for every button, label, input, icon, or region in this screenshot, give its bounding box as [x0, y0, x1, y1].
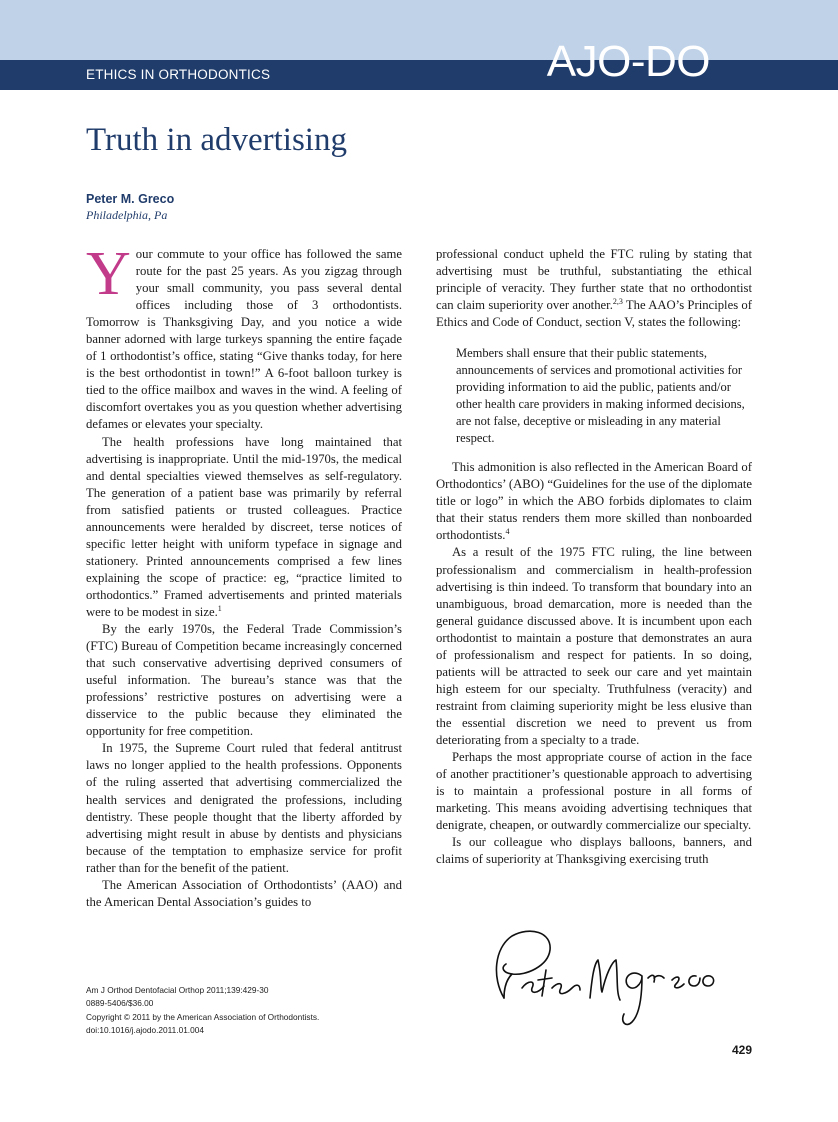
journal-logo: AJO-DO: [546, 37, 710, 86]
reference-marker: 4: [505, 527, 510, 537]
section-label: ETHICS IN ORTHODONTICS: [86, 67, 271, 82]
signature: [482, 918, 718, 1036]
paragraph: As a result of the 1975 FTC ruling, the line between professionalism and commercialism in health-profession advertising is thin indeed. To transform that boundary into an unambiguous, broad demarcation, more is needed than the general guidance discussed above. It is incumbent upon each orthodontist to maintain a posture that demonstrates an aura of professionalism and respect for patients. In so doing, patients will be attracted to seek our care and yet maintain high esteem for our specialty. Truthfulness (veracity) and restraint from claiming superiority might be less elusive than the essential discretion we need to prevent us from deteriorating from a specialty to a trade.: [436, 545, 752, 747]
header-top-band: [0, 0, 838, 60]
author-affiliation: Philadelphia, Pa: [86, 208, 168, 222]
article-title: Truth in advertising: [86, 122, 347, 158]
citation: Am J Orthod Dentofacial Orthop 2011;139:429-30: [86, 985, 269, 995]
paragraph: professional conduct upheld the FTC ruling by stating that advertising must be truthful, substantiating the ethical principle of veracity. They further state that no orthodontist can claim superiority over another.$^{2,3}$ The AAO’s Principles of Ethics and Code of Conduct, section V, states the following:: [436, 247, 752, 330]
copyright: Copyright © 2011 by the American Association of Orthodontists.: [86, 1011, 320, 1022]
issn: 0889-5406/$36.00: [86, 998, 154, 1009]
left-column: [86, 240, 402, 911]
doi: doi:10.1016/j.ajodo.2011.01.004: [86, 1025, 204, 1036]
reference-marker: 1: [217, 603, 222, 613]
right-column: [436, 246, 752, 868]
drop-cap: Y: [86, 240, 131, 308]
paragraph: Your commute to your office has followed the same route for the past 25 years. As you zigzag through your small community, you pass several dental offices including those of 3 orthodontists. Tomorrow is Thanksgiving Day, and you notice a wide banner adorned with large turkeys spanning the entire façade of 1 orthodontist’s office, stating “Give thanks today, for here is the best orthodontist in town!” A 6-foot balloon turkey is tied to the office mailbox and waves in the wind. A feeling of discomfort overtakes you as you question whether advertising defames or elevates your specialty.: [86, 240, 402, 432]
author-name: Peter M. Greco: [86, 192, 175, 206]
reference-marker: 2,3: [612, 296, 623, 306]
paragraph: The health professions have long maintained that advertising is inappropriate. Until the mid-1970s, the medical and dental specialties viewed themselves as self-regulatory. The generation of a patient base was primarily by referral from satisfied patients or trusted colleagues. Practice announcements were heralded by discreet, terse notices of specific letter height with uniform typeface in signage and stationery. Printed announcements comprised a few lines explaining the scope of practice: eg, “practice limited to orthodontics.” Framed advertisements and printed materials were to be modest in size.$^1$: [86, 434, 402, 619]
paragraph: In 1975, the Supreme Court ruled that federal antitrust laws no longer applied to the health professions. Opponents of the ruling asserted that advertising commercialized the health services and denigrated the professions, including dentistry. These people thought that the liberty afforded by advertising might result in abuse by dentists and physicians because of the temptation to emphasize service for profit rather than for the benefit of the patient.: [86, 741, 402, 875]
page-number: 429: [732, 1043, 753, 1057]
paragraph: By the early 1970s, the Federal Trade Commission’s (FTC) Bureau of Competition became increasingly concerned that such conservative advertising deprived consumers of useful information. The bureau’s stance was that the professions’ restrictive postures on advertising were a disservice to the public because they eliminated the opportunity for free competition.: [86, 622, 402, 739]
paragraph: Perhaps the most appropriate course of action in the face of another practitioner’s questionable approach to advertising is to maintain a professional posture in all forms of marketing. This means avoiding advertising techniques that denigrate, cheapen, or outwardly commercialize our specialty.: [436, 750, 752, 833]
paragraph: Is our colleague who displays balloons, banners, and claims of superiority at Thanksgiving exercising truth: [436, 835, 752, 867]
paragraph: This admonition is also reflected in the American Board of Orthodontics’ (ABO) “Guidelines for the use of the diplomate title or logo” in which the ABO forbids diplomates to claim that their status renders them more skilled than nonboarded orthodontists.$^4$: [436, 460, 752, 543]
citation-footer: [86, 984, 319, 1038]
paragraph: The American Association of Orthodontists’ (AAO) and the American Dental Association’s guides to: [86, 877, 402, 909]
block-quote: Members shall ensure that their public statements, announcements of services and promotional activities for providing information to aid the public, patients and/or other health care providers in making informed decisions, are not false, deceptive or misleading in any material respect.: [456, 346, 745, 446]
